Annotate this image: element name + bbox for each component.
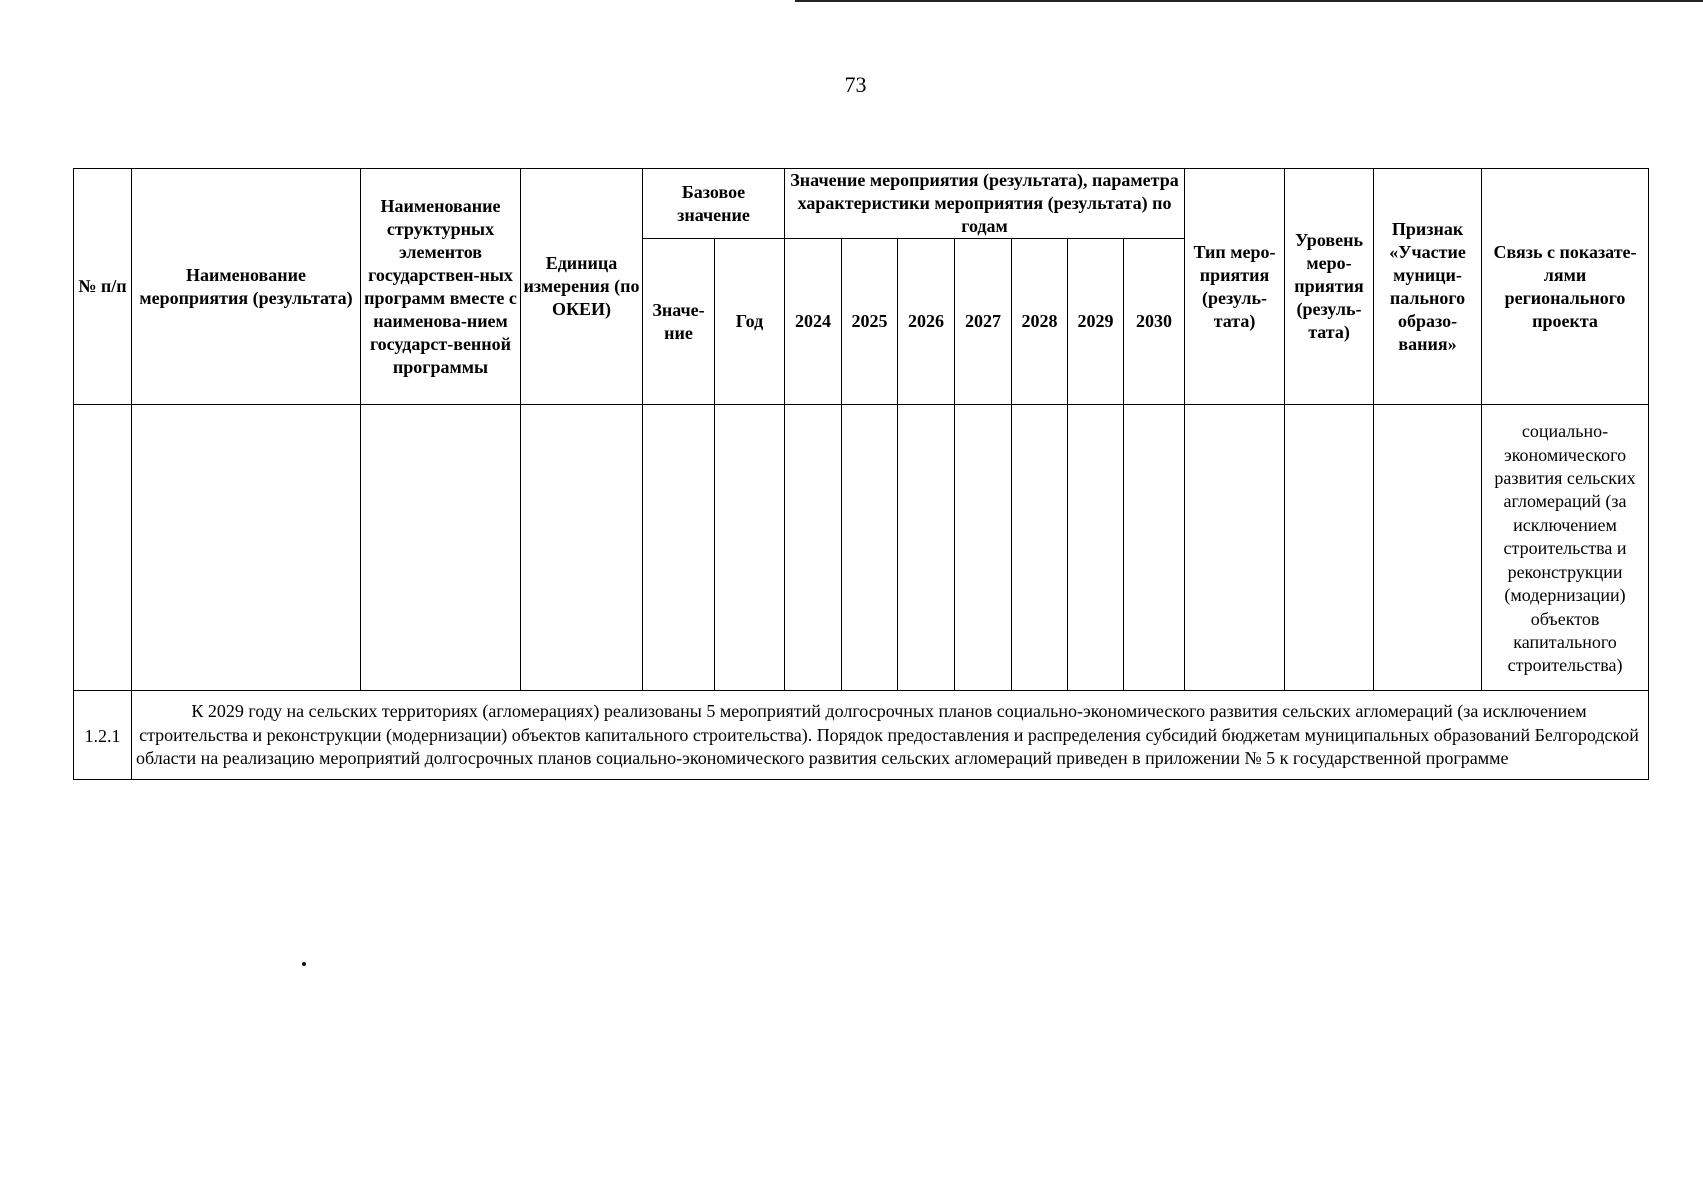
link-cell: социально-экономического развития сельских агломераций (за исключением строительства и реконструкции (модернизации) объектов капитального строительства) [1482, 405, 1649, 691]
table-cell [1374, 405, 1482, 691]
note-number: 1.2.1 [74, 691, 132, 780]
header-base-value: Значе-ние [643, 239, 715, 405]
header-base-year: Год [715, 239, 785, 405]
header-year: 2029 [1068, 239, 1124, 405]
page-number: 73 [844, 72, 867, 97]
header-event-name: Наименование мероприятия (результата) [132, 169, 361, 405]
header-link: Связь с показате-лями регионального проекта [1482, 169, 1649, 405]
plan-table [73, 168, 1649, 780]
table-cell [521, 405, 643, 691]
header-year: 2028 [1012, 239, 1068, 405]
table-cell [1124, 405, 1185, 691]
table-cell [898, 405, 955, 691]
header-base-group: Базовое значение [643, 169, 785, 239]
header-year: 2024 [785, 239, 842, 405]
header-year: 2030 [1124, 239, 1185, 405]
header-level: Уровень меро-приятия (резуль-тата) [1285, 169, 1374, 405]
header-municipal: Признак «Участие муници-пального образо-вания» [1374, 169, 1482, 405]
table-cell [361, 405, 521, 691]
header-type: Тип меро-приятия (резуль-тата) [1185, 169, 1285, 405]
top-border-line [795, 0, 1703, 2]
table-cell [1012, 405, 1068, 691]
header-years-group: Значение мероприятия (результата), параметра характеристики мероприятия (результата) по годам [785, 169, 1185, 239]
header-year: 2026 [898, 239, 955, 405]
header-year: 2027 [955, 239, 1012, 405]
table-cell [1185, 405, 1285, 691]
header-structural-elements: Наименование структурных элементов государствен-ных программ вместе с наименова-нием государст-венной программы [361, 169, 521, 405]
table-cell [643, 405, 715, 691]
table-cell [955, 405, 1012, 691]
note-row [74, 691, 1649, 780]
header-row-1 [74, 169, 1649, 239]
table-cell [74, 405, 132, 691]
table-cell [1285, 405, 1374, 691]
scan-dot [302, 962, 306, 966]
table-cell [132, 405, 361, 691]
table-row [74, 405, 1649, 691]
header-unit: Единица измерения (по ОКЕИ) [521, 169, 643, 405]
table-cell [715, 405, 785, 691]
table-cell [1068, 405, 1124, 691]
table-cell [842, 405, 898, 691]
header-year: 2025 [842, 239, 898, 405]
note-text: К 2029 году на сельских территориях (агломерациях) реализованы 5 мероприятий долгосрочных планов социально-экономического развития сельских агломераций (за исключением строительства и реконструкции (модернизации) объектов капитального строительства). Порядок предоставления и распределения субсидий бюджетам муниципальных образований Белгородской области на реализацию мероприятий долгосрочных планов социально-экономического развития сельских агломераций приведен в приложении № 5 к государственной программе [132, 691, 1649, 780]
table-cell [785, 405, 842, 691]
header-num: № п/п [74, 169, 132, 405]
